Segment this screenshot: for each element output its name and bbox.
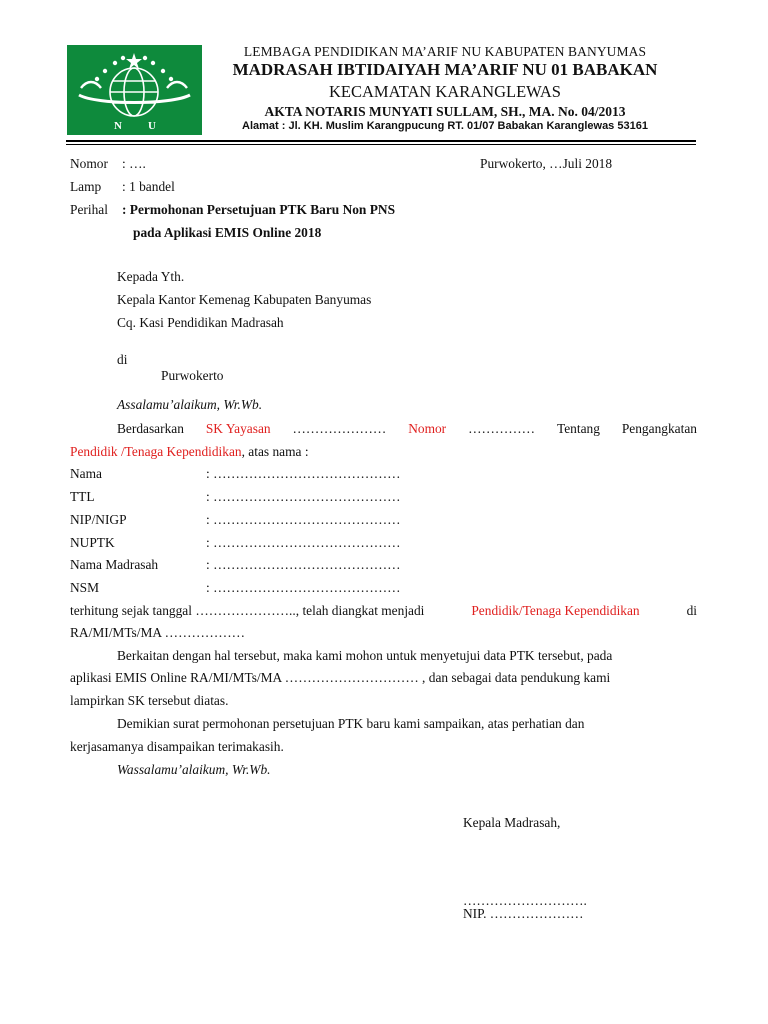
recipient-city: Purwokerto <box>161 368 224 383</box>
field-label-nip: NIP/NIGP <box>70 512 127 527</box>
p2-text: terhitung sejak tanggal ………………….., telah diangkat menjadi <box>70 603 425 618</box>
p1-role-red: Pendidik /Tenaga Kependidikan <box>70 444 242 459</box>
paragraph-3-line-1: Berkaitan dengan hal tersebut, maka kami mohon untuk menyetujui data PTK tersebut, pada <box>117 648 613 663</box>
paragraph-2-line-1 <box>70 603 697 619</box>
paragraph-1-line-2 <box>70 444 309 460</box>
perihal-value-line1: : Permohonan Persetujuan PTK Baru Non PNS <box>122 202 396 217</box>
p1-word: Tentang <box>556 421 600 436</box>
recipient-salutation: Kepada Yth. <box>117 269 185 284</box>
signature-name-blank: ………………………. <box>463 893 587 908</box>
nu-globe-emblem-icon <box>67 45 202 135</box>
field-value-nuptk: : …………………………………… <box>206 535 401 550</box>
field-value-ttl: : …………………………………… <box>206 489 401 504</box>
letterhead-district: KECAMATAN KARANGLEWAS <box>329 82 561 101</box>
letterhead-divider-thin <box>66 144 696 145</box>
letterhead-address: Alamat : Jl. KH. Muslim Karangpucung RT. 01/07 Babakan Karanglewas 53161 <box>242 120 648 132</box>
paragraph-1-line-1 <box>117 421 697 437</box>
svg-text:U: U <box>148 120 156 132</box>
p2-role-red: Pendidik/Tenaga Kependidikan <box>471 603 640 618</box>
perihal-value-line2: pada Aplikasi EMIS Online 2018 <box>133 225 322 240</box>
field-value-nip: : …………………………………… <box>206 512 401 527</box>
p1-nomor: Nomor <box>408 421 447 436</box>
nomor-label: Nomor <box>70 156 108 171</box>
nomor-value: : …. <box>122 156 146 171</box>
p1-word: Pengangkatan <box>621 421 697 436</box>
perihal-label: Perihal <box>70 202 108 217</box>
lamp-value: : 1 bandel <box>122 179 175 194</box>
field-label-ttl: TTL <box>70 489 95 504</box>
p1-word: Berdasarkan <box>117 421 184 436</box>
field-value-nsm: : …………………………………… <box>206 580 401 595</box>
place-date: Purwokerto, …Juli 2018 <box>480 156 613 171</box>
letterhead-institution: LEMBAGA PENDIDIKAN MA’ARIF NU KABUPATEN BANYUMAS <box>243 44 647 59</box>
p1-sk-yayasan: SK Yayasan <box>205 421 271 436</box>
paragraph-3-line-2: aplikasi EMIS Online RA/MI/MTs/MA ………………………… , dan sebagai data pendukung kami <box>70 670 611 685</box>
nu-logo <box>67 45 202 135</box>
field-value-nama: : …………………………………… <box>206 466 401 481</box>
field-label-nama-madrasah: Nama Madrasah <box>70 557 159 572</box>
field-label-nuptk: NUPTK <box>70 535 115 550</box>
paragraph-3-line-3: lampirkan SK tersebut diatas. <box>70 693 229 708</box>
letterhead-school-name: MADRASAH IBTIDAIYAH MA’ARIF NU 01 BABAKAN <box>232 60 658 79</box>
letterhead-divider-thick <box>66 140 696 142</box>
paragraph-4-line-1: Demikian surat permohonan persetujuan PTK baru kami sampaikan, atas perhatian dan <box>117 716 585 731</box>
greeting: Assalamu’alaikum, Wr.Wb. <box>117 397 263 412</box>
signature-title: Kepala Madrasah, <box>463 815 561 830</box>
paragraph-2-line-2: RA/MI/MTs/MA ……………… <box>70 625 246 640</box>
letterhead-notary: AKTA NOTARIS MUNYATI SULLAM, SH., MA. No. 04/2013 <box>264 104 626 119</box>
p1-blank: …………… <box>468 421 536 436</box>
field-label-nama: Nama <box>70 466 102 481</box>
p1-blank: ………………… <box>292 421 387 436</box>
p2-di: di <box>686 603 697 618</box>
lamp-label: Lamp <box>70 179 102 194</box>
paragraph-4-line-2: kerjasamanya disampaikan terimakasih. <box>70 739 284 754</box>
signature-nip: NIP. ………………… <box>463 906 584 921</box>
svg-text:N: N <box>114 120 122 132</box>
field-label-nsm: NSM <box>70 580 100 595</box>
p1-line2-rest: , atas nama : <box>241 444 309 459</box>
recipient-office: Kepala Kantor Kemenag Kabupaten Banyumas <box>117 292 372 307</box>
recipient-di: di <box>117 352 128 367</box>
field-value-nama-madrasah: : …………………………………… <box>206 557 401 572</box>
recipient-section: Cq. Kasi Pendidikan Madrasah <box>117 315 284 330</box>
closing-greeting: Wassalamu’alaikum, Wr.Wb. <box>117 762 271 777</box>
